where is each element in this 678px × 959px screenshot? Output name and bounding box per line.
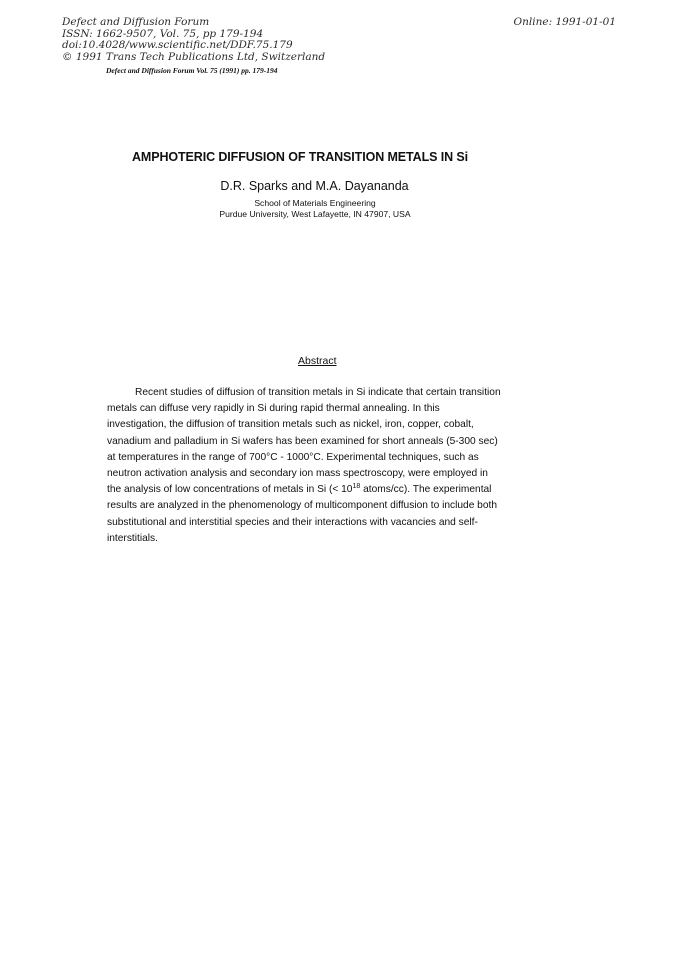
journal-name: Defect and Diffusion Forum xyxy=(62,16,210,28)
affiliation-university: Purdue University, West Lafayette, IN 47907, USA xyxy=(219,209,411,219)
abstract-line: Recent studies of diffusion of transition metals in Si indicate that certain transition xyxy=(135,387,501,398)
abstract-line: vanadium and palladium in Si wafers has been examined for short anneals (5-300 sec) xyxy=(107,435,498,447)
journal-header xyxy=(62,17,325,63)
abstract-line-with-exponent xyxy=(107,482,547,498)
abstract-body xyxy=(107,385,547,547)
doi-line: doi:10.4028/www.scientific.net/DDF.75.179 xyxy=(62,39,293,51)
issn-line: ISSN: 1662-9507, Vol. 75, pp 179-194 xyxy=(62,27,264,40)
concentration-exponent: 18 xyxy=(352,483,361,491)
abstract-heading: Abstract xyxy=(298,355,337,367)
abstract-line: neutron activation analysis and secondary ion mass spectroscopy, were employed in xyxy=(107,468,488,480)
paper-title: AMPHOTERIC DIFFUSION OF TRANSITION METALS IN Si xyxy=(131,150,469,164)
abstract-line: at temperatures in the range of 700°C - 1000°C. Experimental techniques, such as xyxy=(107,451,479,463)
affiliation-department: School of Materials Engineering xyxy=(254,198,376,208)
copyright-line: © 1991 Trans Tech Publications Ltd, Switzerland xyxy=(62,50,326,63)
paper-authors: D.R. Sparks and M.A. Dayananda xyxy=(220,179,409,193)
abstract-line-text: atoms/cc). The experimental xyxy=(360,484,492,496)
citation-line: Defect and Diffusion Forum Vol. 75 (1991) pp. 179-194 xyxy=(106,66,278,75)
abstract-line-text: the analysis of low concentrations of metals in Si (< 10 xyxy=(107,484,353,496)
abstract-line: interstitials. xyxy=(107,532,158,544)
abstract-line: metals can diffuse very rapidly in Si during rapid thermal annealing. In this xyxy=(107,403,440,415)
abstract-line: results are analyzed in the phenomenology of multicomponent diffusion to include both xyxy=(107,500,498,512)
abstract-line: substitutional and interstitial species and their interactions with vacancies and self- xyxy=(107,516,478,528)
online-date: Online: 1991-01-01 xyxy=(513,16,616,28)
abstract-line: investigation, the diffusion of transition metals such as nickel, iron, copper, cobalt, xyxy=(107,419,474,431)
